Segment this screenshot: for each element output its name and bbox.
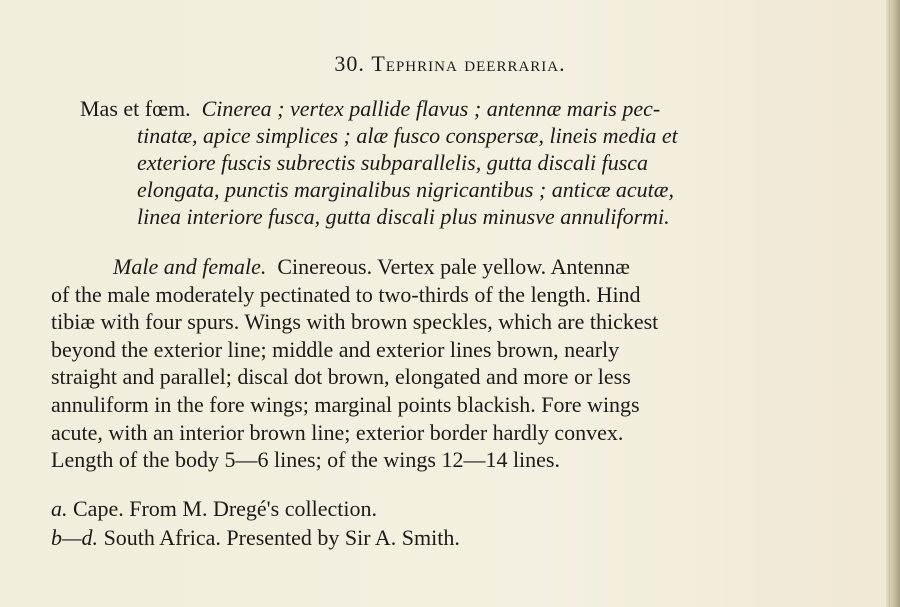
english-line: annuliform in the fore wings; marginal points blackish. Fore wings — [51, 391, 640, 417]
latin-line: exteriore fuscis subrectis subparallelis, gutta discali fusca — [137, 150, 649, 175]
specimen-label: b—d. — [51, 525, 99, 550]
english-line: acute, with an interior brown line; exterior border hardly convex. — [51, 419, 624, 445]
latin-description — [80, 95, 880, 230]
english-line: straight and parallel; discal dot brown, elongated and more or less — [51, 364, 631, 390]
specimen-entry — [51, 523, 871, 552]
english-line: Length of the body 5—6 lines; of the wings 12—14 lines. — [51, 447, 560, 473]
specimen-text: Cape. From M. Dregé's collection. — [73, 496, 377, 521]
latin-lead: Mas et fœm. — [80, 96, 191, 121]
species-number: 30. — [334, 51, 365, 76]
specimen-text: South Africa. Presented by Sir A. Smith. — [103, 525, 460, 550]
species-heading — [0, 51, 900, 77]
specimen-list — [51, 494, 871, 552]
species-name: deerraria. — [464, 51, 566, 76]
english-line: of the male moderately pectinated to two-thirds of the length. Hind — [51, 281, 641, 307]
genus-name: Tephrina — [371, 51, 458, 76]
specimen-label: a. — [51, 496, 68, 521]
latin-line: tinatæ, apice simplices ; alæ fusco conspersæ, lineis media et — [137, 123, 678, 148]
english-line-text: Cinereous. Vertex pale yellow. Antennæ — [277, 254, 630, 279]
specimen-entry — [51, 494, 871, 523]
page-edge — [886, 0, 900, 607]
english-line: tibiæ with four spurs. Wings with brown speckles, which are thickest — [51, 309, 659, 335]
latin-line-text: Cinerea ; vertex pallide flavus ; antennæ maris pec- — [201, 96, 661, 121]
english-line: beyond the exterior line; middle and exterior lines brown, nearly — [51, 336, 620, 362]
latin-line: linea interiore fusca, gutta discali plus minusve annuliformi. — [137, 204, 670, 229]
english-description — [51, 253, 881, 474]
english-line — [51, 253, 881, 281]
english-lead: Male and female. — [113, 254, 267, 279]
latin-line — [80, 95, 880, 122]
latin-line: elongata, punctis marginalibus nigricantibus ; anticæ acutæ, — [137, 177, 674, 202]
